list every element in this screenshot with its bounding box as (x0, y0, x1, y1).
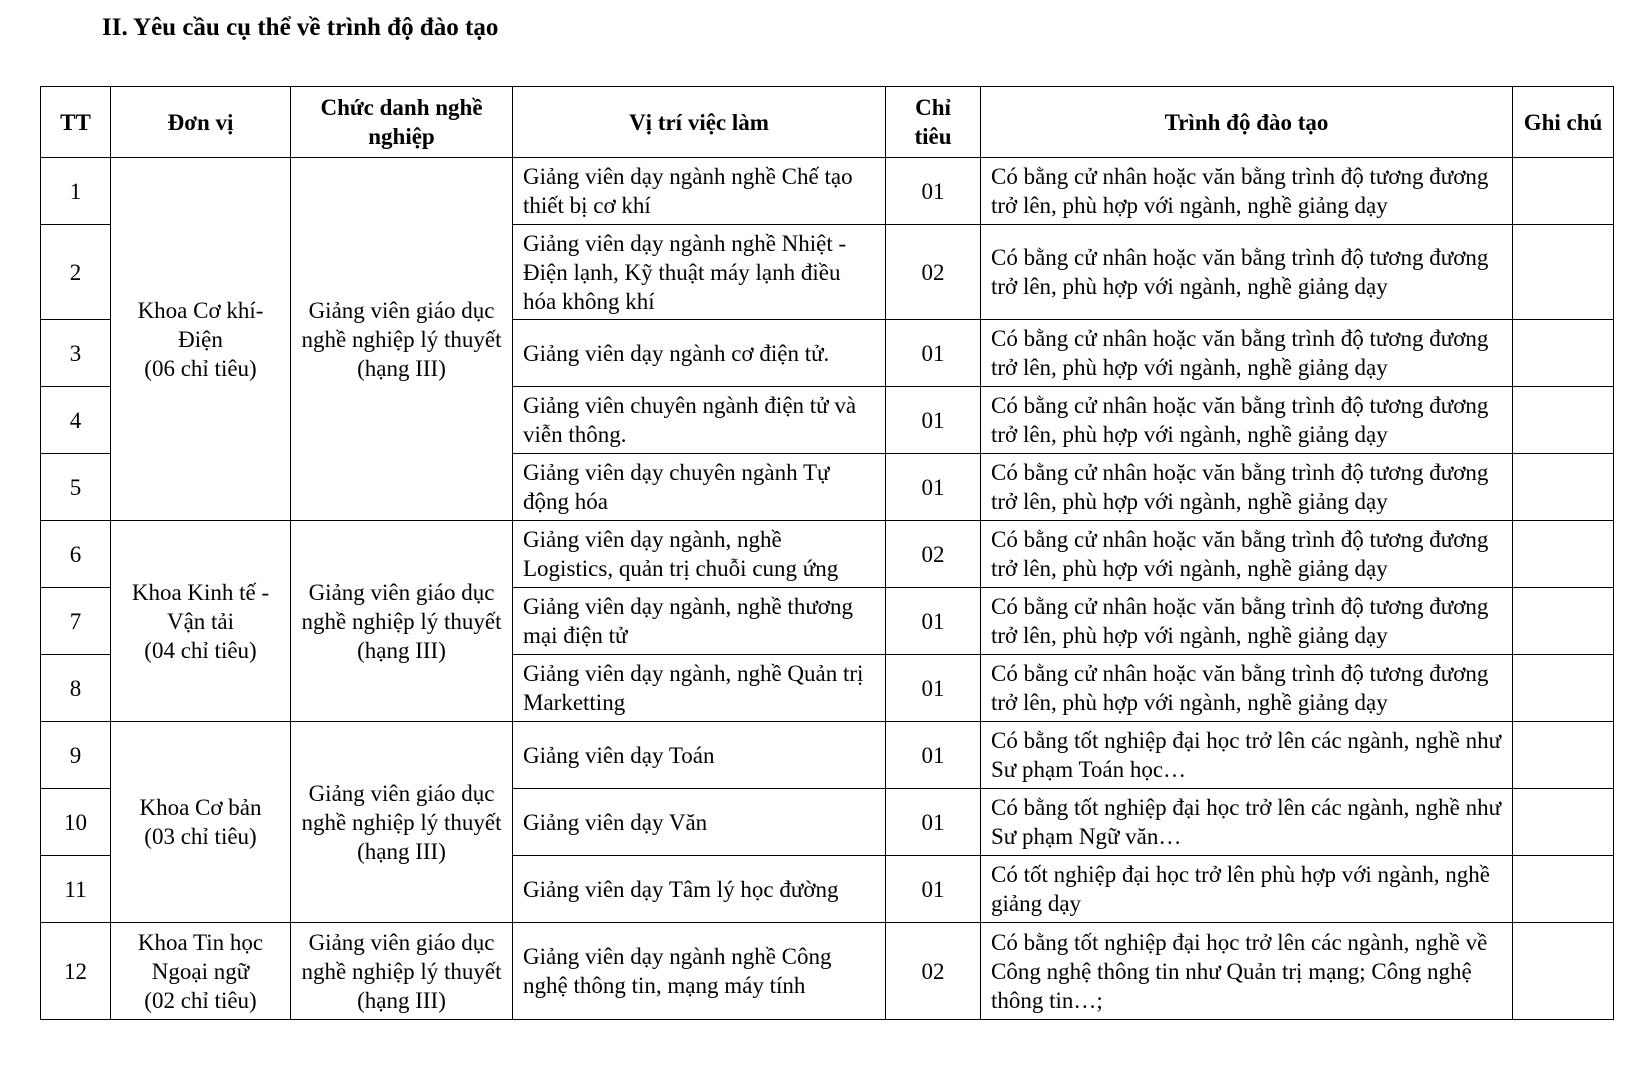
row-number: 3 (41, 320, 111, 387)
note-cell (1513, 856, 1614, 923)
row-number: 2 (41, 225, 111, 320)
unit-quota: (06 chỉ tiêu) (144, 355, 257, 381)
job-title-cell: Giảng viên giáo dục nghề nghiệp lý thuyết (hạng III) (291, 722, 513, 923)
note-cell (1513, 158, 1614, 225)
note-cell (1513, 521, 1614, 588)
note-cell (1513, 722, 1614, 789)
quota-cell: 01 (886, 158, 981, 225)
position-cell: Giảng viên chuyên ngành điện tử và viễn thông. (513, 387, 886, 454)
position-cell: Giảng viên dạy Toán (513, 722, 886, 789)
quota-cell: 01 (886, 722, 981, 789)
row-number: 10 (41, 789, 111, 856)
unit-name: Khoa Kinh tế - Vận tải (131, 579, 270, 634)
row-number: 5 (41, 454, 111, 521)
quota-cell: 01 (886, 320, 981, 387)
quota-cell: 01 (886, 454, 981, 521)
col-header-position: Vị trí việc làm (513, 87, 886, 158)
quota-cell: 02 (886, 923, 981, 1020)
qualification-cell: Có bằng cử nhân hoặc văn bằng trình độ tương đương trở lên, phù hợp với ngành, nghề giảng dạy (981, 387, 1513, 454)
position-cell: Giảng viên dạy ngành, nghề Logistics, quản trị chuỗi cung ứng (513, 521, 886, 588)
note-cell (1513, 387, 1614, 454)
qualification-cell: Có bằng tốt nghiệp đại học trở lên các ngành, nghề như Sư phạm Toán học… (981, 722, 1513, 789)
position-cell: Giảng viên dạy ngành nghề Nhiệt - Điện lạnh, Kỹ thuật máy lạnh điều hóa không khí (513, 225, 886, 320)
table-header-row (41, 87, 1614, 158)
row-number: 1 (41, 158, 111, 225)
job-title-cell: Giảng viên giáo dục nghề nghiệp lý thuyết (hạng III) (291, 923, 513, 1020)
table-row (41, 923, 1614, 1020)
row-number: 8 (41, 655, 111, 722)
quota-cell: 01 (886, 387, 981, 454)
qualification-cell: Có bằng cử nhân hoặc văn bằng trình độ tương đương trở lên, phù hợp với ngành, nghề giảng dạy (981, 158, 1513, 225)
qualification-cell: Có bằng cử nhân hoặc văn bằng trình độ tương đương trở lên, phù hợp với ngành, nghề giảng dạy (981, 320, 1513, 387)
row-number: 6 (41, 521, 111, 588)
qualification-cell: Có bằng cử nhân hoặc văn bằng trình độ tương đương trở lên, phù hợp với ngành, nghề giảng dạy (981, 454, 1513, 521)
qualification-cell: Có bằng cử nhân hoặc văn bằng trình độ tương đương trở lên, phù hợp với ngành, nghề giảng dạy (981, 225, 1513, 320)
unit-name: Khoa Tin học Ngoại ngữ (137, 929, 264, 984)
note-cell (1513, 789, 1614, 856)
note-cell (1513, 655, 1614, 722)
unit-name: Khoa Cơ khí-Điện (137, 297, 264, 352)
unit-quota: (04 chỉ tiêu) (144, 637, 257, 663)
qualification-cell: Có bằng tốt nghiệp đại học trở lên các ngành, nghề về Công nghệ thông tin như Quản trị mạng; Công nghệ thông tin…; (981, 923, 1513, 1020)
qualification-cell: Có bằng cử nhân hoặc văn bằng trình độ tương đương trở lên, phù hợp với ngành, nghề giảng dạy (981, 655, 1513, 722)
position-cell: Giảng viên dạy ngành nghề Công nghệ thông tin, mạng máy tính (513, 923, 886, 1020)
position-cell: Giảng viên dạy Văn (513, 789, 886, 856)
unit-cell (111, 521, 291, 722)
qualification-cell: Có bằng tốt nghiệp đại học trở lên các ngành, nghề như Sư phạm Ngữ văn… (981, 789, 1513, 856)
table-row (41, 521, 1614, 588)
note-cell (1513, 454, 1614, 521)
position-cell: Giảng viên dạy ngành cơ điện tử. (513, 320, 886, 387)
unit-quota: (02 chỉ tiêu) (144, 987, 257, 1013)
quota-cell: 01 (886, 655, 981, 722)
table-row (41, 722, 1614, 789)
note-cell (1513, 320, 1614, 387)
position-cell: Giảng viên dạy ngành, nghề Quản trị Marketting (513, 655, 886, 722)
col-header-title: Chức danh nghề nghiệp (291, 87, 513, 158)
col-header-unit: Đơn vị (111, 87, 291, 158)
col-header-tt: TT (41, 87, 111, 158)
quota-cell: 01 (886, 789, 981, 856)
quota-cell: 01 (886, 588, 981, 655)
row-number: 4 (41, 387, 111, 454)
qualification-cell: Có tốt nghiệp đại học trở lên phù hợp với ngành, nghề giảng dạy (981, 856, 1513, 923)
qualification-cell: Có bằng cử nhân hoặc văn bằng trình độ tương đương trở lên, phù hợp với ngành, nghề giảng dạy (981, 588, 1513, 655)
quota-cell: 02 (886, 225, 981, 320)
quota-cell: 02 (886, 521, 981, 588)
position-cell: Giảng viên dạy chuyên ngành Tự động hóa (513, 454, 886, 521)
training-requirements-table (40, 86, 1614, 1020)
section-title: II. Yêu cầu cụ thể về trình độ đào tạo (102, 14, 499, 41)
col-header-note: Ghi chú (1513, 87, 1614, 158)
note-cell (1513, 923, 1614, 1020)
row-number: 7 (41, 588, 111, 655)
row-number: 11 (41, 856, 111, 923)
unit-cell (111, 722, 291, 923)
note-cell (1513, 588, 1614, 655)
job-title-cell: Giảng viên giáo dục nghề nghiệp lý thuyết (hạng III) (291, 158, 513, 521)
position-cell: Giảng viên dạy ngành, nghề thương mại điện tử (513, 588, 886, 655)
job-title-cell: Giảng viên giáo dục nghề nghiệp lý thuyết (hạng III) (291, 521, 513, 722)
qualification-cell: Có bằng cử nhân hoặc văn bằng trình độ tương đương trở lên, phù hợp với ngành, nghề giảng dạy (981, 521, 1513, 588)
row-number: 12 (41, 923, 111, 1020)
row-number: 9 (41, 722, 111, 789)
note-cell (1513, 225, 1614, 320)
position-cell: Giảng viên dạy Tâm lý học đường (513, 856, 886, 923)
col-header-quota: Chỉ tiêu (886, 87, 981, 158)
col-header-qualification: Trình độ đào tạo (981, 87, 1513, 158)
unit-cell (111, 923, 291, 1020)
table-row (41, 158, 1614, 225)
unit-cell (111, 158, 291, 521)
unit-name: Khoa Cơ bản (139, 795, 262, 820)
quota-cell: 01 (886, 856, 981, 923)
unit-quota: (03 chỉ tiêu) (144, 824, 257, 849)
position-cell: Giảng viên dạy ngành nghề Chế tạo thiết bị cơ khí (513, 158, 886, 225)
